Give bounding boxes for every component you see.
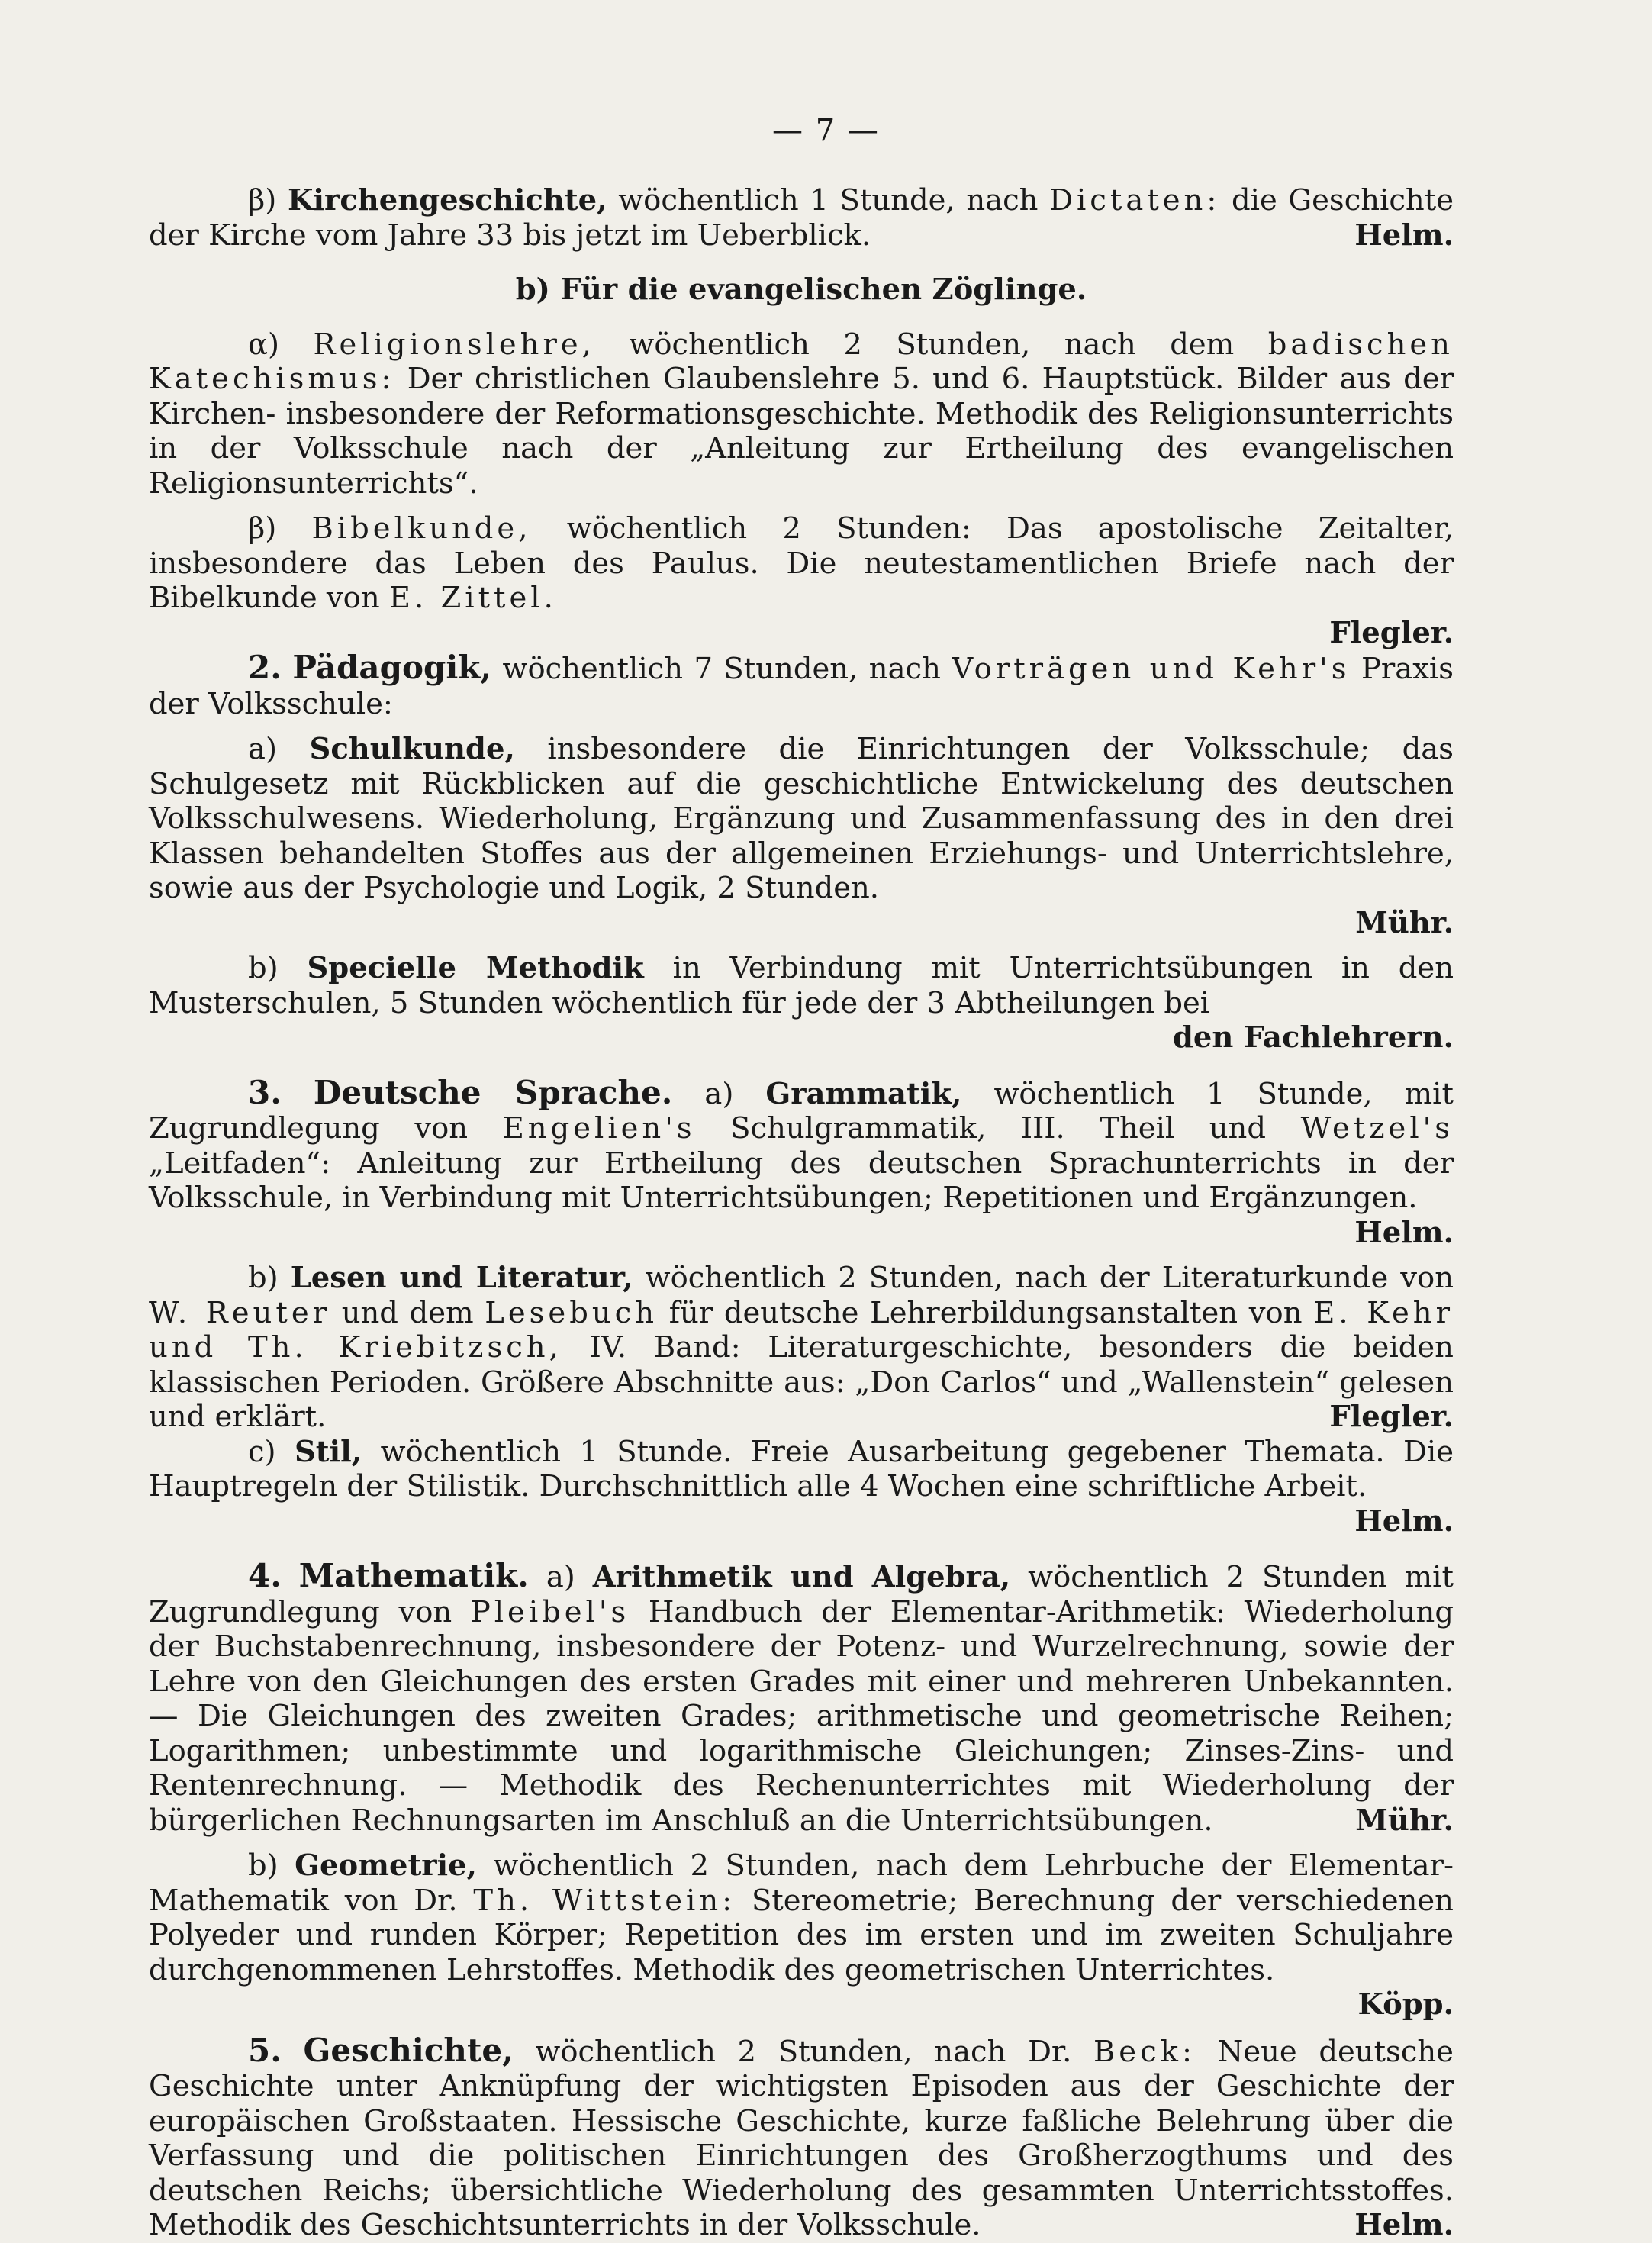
item-spaced-text: E. Kehr und Th. Kriebitzsch, [149, 1295, 1454, 1365]
item-label: b) [248, 951, 279, 985]
item-text: Handbuch der Elementar-Arithmetik: Wiederholung der Buchstabenrechnung, insbesondere der Potenz- und Wurzelrechnung, sowie der Lehre von den Gleichungen des ersten Grades mit einer und mehreren Unbekannten. — Die Gleichungen des zweiten Grades; arithmetische und geometrische Reihen; Logarithmen; unbestimmte und logarithmische Gleichungen; Zinses-Zins- und Rentenrechnung. — Methodik des Rechenunterrichtes mit Wiederholung der bürgerlichen Rechnungsarten im Anschluß an die Unterrichtsübungen. [149, 1594, 1454, 1838]
item-spaced-text: Dictaten: [1049, 183, 1221, 218]
item-text: in Verbindung mit Unterrichtsübungen in den Musterschulen, 5 Stunden wöchentlich für jede der 3 Abtheilungen bei [149, 951, 1454, 1020]
item-label: b) [248, 1848, 279, 1883]
item-text: „Leitfaden“: Anleitung zur Ertheilung des deutschen Sprachunterrichts in der Volksschule, in Verbindung mit Unterrichtsübungen; Repetitionen und Ergänzungen. [149, 1146, 1454, 1215]
item-label: β) [248, 183, 277, 218]
teacher-signature: Mühr. [1355, 905, 1454, 940]
item-text: wöchentlich 1 Stunde, mit Zugrundlegung von [149, 1076, 1454, 1146]
section-number: 3. [248, 1073, 282, 1111]
page-number: — 7 — [772, 113, 880, 148]
teacher-signature: Köpp. [1357, 1987, 1454, 2022]
item-spaced-text: Beck: [1093, 2034, 1196, 2069]
item-text: wöchentlich 2 Stunden, nach Dr. [535, 2034, 1072, 2069]
teacher-signature: Helm. [1354, 2208, 1454, 2242]
item-text: insbesondere die Einrichtungen der Volksschule; das Schulgesetz mit Rückblicken auf die geschichtliche Entwickelung des deutschen Volksschulwesens. Wiederholung, Ergänzung und Zusammenfassung des in den drei Klassen behandelten Stoffes aus der allgemeinen Erziehungs- und Unterrichtslehre, sowie aus der Psychologie und Logik, 2 Stunden. [149, 732, 1454, 905]
item-spaced-text: Wetzel's [1300, 1111, 1454, 1146]
item-text: und dem [341, 1295, 474, 1330]
paragraph-religionslehre [149, 327, 1454, 501]
item-label: α) [248, 327, 280, 362]
item-label: β) [248, 511, 277, 546]
item-title: Specielle Methodik [307, 951, 644, 985]
item-title: Stil, [294, 1434, 362, 1469]
teacher-signature: Flegler. [1329, 1400, 1454, 1434]
section-title: Deutsche Sprache. [313, 1073, 673, 1111]
item-text: Neue deutsche Geschichte unter Anknüpfung der wichtigsten Episoden aus der Geschichte der europäischen Großstaaten. Hessische Geschichte, kurze faßliche Belehrung über die Verfassung und die politischen Einrichtungen des Großherzogthums und des deutschen Reichs; übersichtliche Wiederholung des gesammten Unterrichtsstoffes. Methodik des Geschichtsunterrichts in der Volksschule. [149, 2034, 1454, 2242]
teacher-signature: Helm. [1354, 1215, 1454, 1250]
section-title: Geschichte, [303, 2031, 514, 2069]
item-spaced-text: Th. Wittstein: [473, 1883, 736, 1918]
item-title: Lesen und Literatur, [290, 1261, 633, 1295]
teacher-signature: Flegler. [1329, 615, 1454, 650]
teacher-signature: Helm. [1354, 1503, 1454, 1539]
item-spaced-text: Vorträgen und Kehr's [952, 652, 1351, 686]
section-paedagogik [149, 650, 1454, 721]
item-text: Schulgrammatik, III. Theil und [730, 1111, 1266, 1146]
section-deutsche-sprache [149, 1075, 1454, 1251]
item-text: Der christlichen Glaubenslehre 5. und 6. Hauptstück. Bilder aus der Kirchen- insbesondere der Reformationsgeschichte. Methodik des Religionsunterrichts in der Volksschule nach der „Anleitung zur Ertheilung des evangelischen Religionsunterrichts“. [149, 362, 1454, 501]
item-text: wöchentlich 2 Stunden, nach dem Lehrbuche der Elementar-Mathematik von Dr. [149, 1848, 1454, 1918]
section-title: Pädagogik, [292, 649, 492, 686]
paragraph-geometrie [149, 1848, 1454, 2022]
item-label: c) [248, 1434, 276, 1469]
item-spaced-text: Religionslehre, [313, 327, 595, 362]
item-title: Geometrie, [295, 1848, 478, 1883]
item-text: IV. Band: Literaturgeschichte, besonders die beiden klassischen Perioden. Größere Abschnitte aus: „Don Carlos“ und „Wallenstein“ gelesen und erklärt. [149, 1330, 1454, 1434]
item-text: wöchentlich 2 Stunden, nach der Literaturkunde von [645, 1261, 1454, 1295]
item-label: a) [704, 1076, 734, 1111]
paragraph-bibelkunde [149, 511, 1454, 650]
item-text: wöchentlich 2 Stunden: Das apostolische Zeitalter, insbesondere das Leben des Paulus. Die neutestamentlichen Briefe nach der Bibelkunde von [149, 511, 1454, 615]
teacher-signature: den Fachlehrern. [1173, 1020, 1454, 1055]
item-spaced-text: badischen Katechismus: [149, 327, 1454, 396]
section-number: 4. [248, 1557, 282, 1594]
teacher-signature: Helm. [1354, 218, 1454, 253]
document-body [149, 183, 1454, 2243]
item-title: Schulkunde, [309, 732, 515, 766]
item-spaced-text: Lesebuch [485, 1295, 658, 1330]
item-spaced-text: W. Reuter [149, 1295, 331, 1330]
item-text: die Geschichte der Kirche vom Jahre 33 bis jetzt im Ueberblick. [149, 183, 1454, 253]
item-text: wöchentlich 2 Stunden, nach dem [629, 327, 1235, 362]
section-mathematik [149, 1558, 1454, 1838]
paragraph-kirchengeschichte [149, 183, 1454, 253]
item-text: wöchentlich 7 Stunden, nach [502, 652, 941, 686]
item-spaced-text: Bibelkunde, [311, 511, 532, 546]
item-title: Arithmetik und Algebra, [592, 1560, 1011, 1594]
teacher-signature: Mühr. [1355, 1803, 1454, 1838]
item-label: a) [546, 1560, 575, 1594]
item-spaced-text: Engelien's [502, 1111, 696, 1146]
item-label: a) [248, 732, 277, 766]
item-label: b) [248, 1261, 279, 1295]
section-title: Mathematik. [298, 1557, 529, 1594]
item-title: Kirchengeschichte, [287, 183, 607, 218]
section-number: 5. [248, 2031, 282, 2069]
item-spaced-text: E. Zittel. [388, 581, 557, 615]
paragraph-stil [149, 1435, 1454, 1539]
paragraph-schulkunde [149, 732, 1454, 940]
item-title: Grammatik, [765, 1076, 962, 1111]
item-text: wöchentlich 1 Stunde. Freie Ausarbeitung gegebener Themata. Die Hauptregeln der Stilistik. Durchschnittlich alle 4 Wochen eine schriftliche Arbeit. [149, 1434, 1454, 1503]
item-text: Praxis der Volksschule: [149, 652, 1454, 721]
section-number: 2. [248, 649, 282, 686]
item-text: wöchentlich 1 Stunde, nach [618, 183, 1039, 218]
section-heading-evangelisch: b) Für die evangelischen Zöglinge. [515, 272, 1087, 307]
paragraph-lesen-literatur [149, 1261, 1454, 1435]
item-text: Stereometrie; Berechnung der verschiedenen Polyeder und runden Körper; Repetition des im ersten und im zweiten Schuljahre durchgenommenen Lehrstoffes. Methodik des geometrischen Unterrichtes. [149, 1883, 1454, 1987]
item-text: wöchentlich 2 Stunden mit Zugrundlegung von [149, 1560, 1454, 1629]
paragraph-methodik [149, 951, 1454, 1055]
section-geschichte [149, 2033, 1454, 2243]
item-spaced-text: Pleibel's [470, 1594, 630, 1629]
item-text: für deutsche Lehrerbildungsanstalten von [668, 1295, 1303, 1330]
